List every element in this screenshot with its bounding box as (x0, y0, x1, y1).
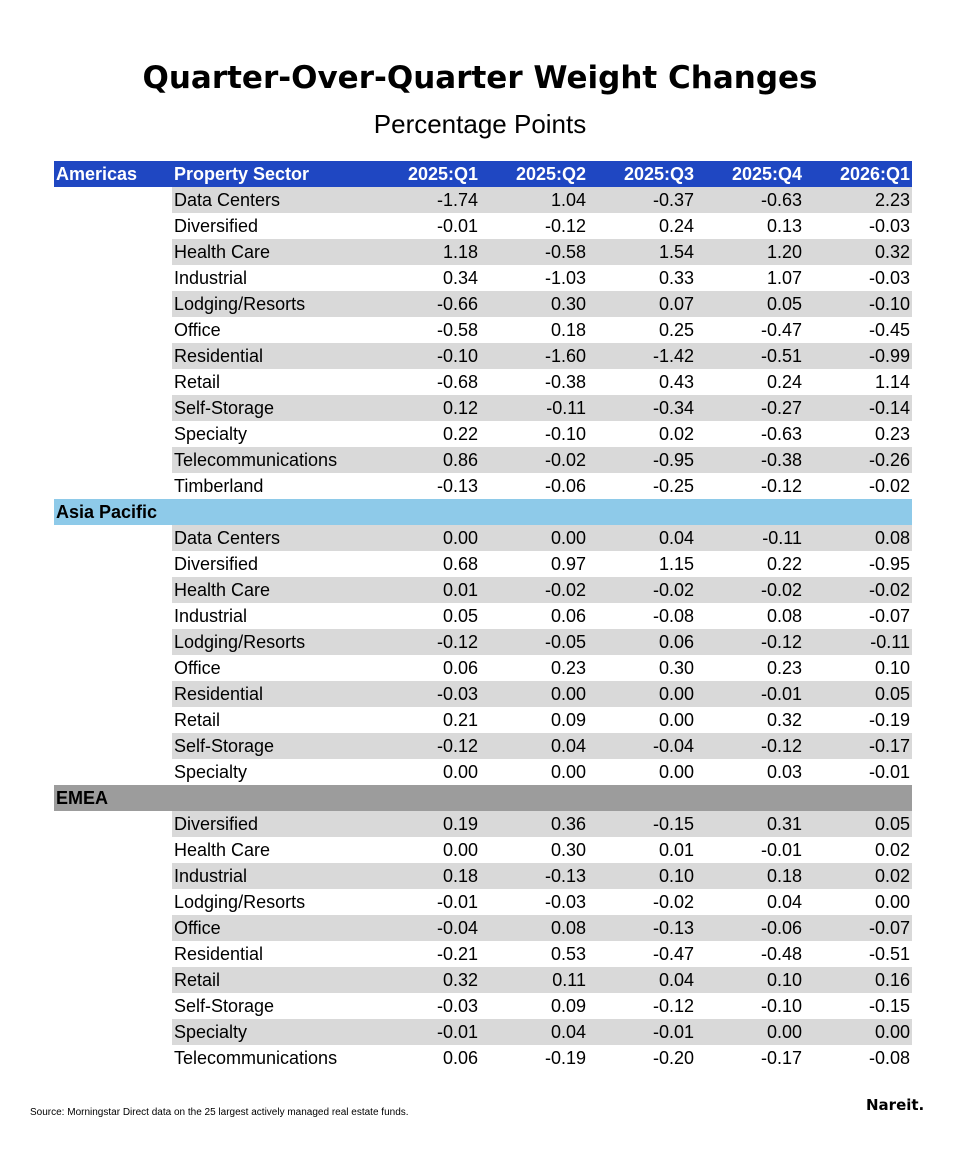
value-cell: 0.33 (658, 268, 694, 288)
sector-cell: Diversified (174, 216, 259, 236)
table-row (54, 941, 912, 967)
value-cell: 0.00 (480, 525, 588, 551)
value-cell: -1.74 (372, 187, 480, 213)
value-cell: -0.02 (652, 892, 694, 912)
value-cell: 0.23 (874, 424, 910, 444)
value-cell: 0.02 (658, 424, 694, 444)
sector-cell: Residential (172, 343, 372, 369)
value-cell: -0.01 (372, 1019, 480, 1045)
table-row (54, 343, 912, 369)
value-cell: 0.19 (372, 811, 480, 837)
region-spacer-cell (54, 369, 172, 395)
value-cell: -0.03 (868, 268, 910, 288)
sector-cell: Industrial (174, 606, 248, 626)
region-spacer-cell (54, 629, 172, 655)
value-cell: -0.02 (480, 447, 588, 473)
value-cell: -0.11 (804, 629, 912, 655)
value-cell: -0.12 (696, 733, 804, 759)
table-row (54, 629, 912, 655)
value-cell: 0.23 (550, 658, 586, 678)
value-cell: -0.10 (372, 343, 480, 369)
value-cell: -0.13 (436, 476, 478, 496)
sector-cell: Self-Storage (174, 996, 275, 1016)
value-cell: -0.01 (436, 892, 478, 912)
value-cell: -0.21 (436, 944, 478, 964)
value-cell: -0.02 (480, 577, 588, 603)
table-row (54, 1019, 912, 1045)
value-cell: 0.00 (696, 1019, 804, 1045)
value-cell: 0.24 (658, 216, 694, 236)
table-row (54, 551, 912, 577)
table-row (54, 525, 912, 551)
value-cell: 1.20 (696, 239, 804, 265)
region-spacer-cell (54, 811, 172, 837)
value-cell: -0.11 (696, 525, 804, 551)
value-cell: 0.04 (588, 525, 696, 551)
value-cell: 0.00 (550, 762, 586, 782)
region-spacer-cell (54, 863, 172, 889)
value-cell: 0.18 (696, 863, 804, 889)
value-cell: -0.08 (868, 1048, 910, 1068)
value-cell: 1.07 (766, 268, 802, 288)
value-cell: -0.04 (588, 733, 696, 759)
region-spacer-cell (54, 889, 172, 915)
value-cell: 2.23 (804, 187, 912, 213)
value-cell: -0.66 (372, 291, 480, 317)
column-header-sector: Property Sector (174, 164, 310, 184)
region-spacer-cell (54, 603, 172, 629)
value-cell: 0.02 (804, 863, 912, 889)
value-cell: -0.51 (696, 343, 804, 369)
region-spacer-cell (54, 525, 172, 551)
region-spacer-cell (54, 317, 172, 343)
region-spacer-cell (54, 655, 172, 681)
value-cell: -0.08 (652, 606, 694, 626)
value-cell: -0.20 (652, 1048, 694, 1068)
value-cell: -0.48 (760, 944, 802, 964)
value-cell: -0.15 (588, 811, 696, 837)
table-row (54, 837, 912, 863)
value-cell: -0.02 (588, 577, 696, 603)
value-cell: 0.05 (804, 681, 912, 707)
table-row (54, 655, 912, 681)
value-cell: -0.01 (588, 1019, 696, 1045)
value-cell: 0.09 (550, 996, 586, 1016)
value-cell: 1.14 (874, 372, 910, 392)
region-spacer-cell (54, 447, 172, 473)
value-cell: 0.00 (658, 762, 694, 782)
value-cell: 0.09 (550, 710, 586, 730)
sector-cell: Lodging/Resorts (174, 892, 306, 912)
region-spacer-cell (54, 343, 172, 369)
value-cell: 0.12 (372, 395, 480, 421)
chart-title: Quarter-Over-Quarter Weight Changes (142, 60, 818, 96)
value-cell: 0.18 (372, 863, 480, 889)
value-cell: 0.00 (874, 892, 910, 912)
sector-cell: Data Centers (172, 525, 372, 551)
value-cell: -0.19 (868, 710, 910, 730)
sector-cell: Telecommunications (172, 447, 372, 473)
value-cell: 0.68 (442, 554, 478, 574)
region-spacer-cell (54, 291, 172, 317)
sector-cell: Office (174, 320, 221, 340)
value-cell: 0.21 (442, 710, 478, 730)
table-row (54, 577, 912, 603)
value-cell: 0.06 (442, 1048, 478, 1068)
sector-cell: Retail (172, 967, 372, 993)
value-cell: 0.02 (874, 840, 910, 860)
value-cell: 0.05 (696, 291, 804, 317)
table-row (54, 967, 912, 993)
value-cell: 0.36 (480, 811, 588, 837)
value-cell: 0.32 (766, 710, 802, 730)
table-row (54, 369, 912, 395)
value-cell: 0.53 (550, 944, 586, 964)
sector-cell: Lodging/Resorts (172, 291, 372, 317)
sector-cell: Industrial (174, 268, 248, 288)
value-cell: -0.68 (436, 372, 478, 392)
value-cell: -0.12 (696, 629, 804, 655)
region-spacer-cell (54, 681, 172, 707)
value-cell: -0.12 (372, 629, 480, 655)
region-spacer-cell (54, 1045, 172, 1071)
value-cell: -0.25 (652, 476, 694, 496)
value-cell: -0.07 (868, 606, 910, 626)
column-header-2026-q1: 2026:Q1 (839, 164, 910, 184)
table-row (54, 213, 912, 239)
sector-cell: Residential (174, 944, 264, 964)
value-cell: 0.00 (480, 681, 588, 707)
value-cell: -0.04 (372, 915, 480, 941)
region-spacer-cell (54, 967, 172, 993)
region-spacer-cell (54, 1019, 172, 1045)
value-cell: 0.18 (550, 320, 586, 340)
value-cell: -0.26 (804, 447, 912, 473)
table-header-row (54, 161, 912, 187)
region-spacer-cell (54, 213, 172, 239)
weight-changes-table (54, 161, 912, 1071)
value-cell: -0.13 (480, 863, 588, 889)
table-row (54, 187, 912, 213)
table-row (54, 889, 912, 915)
value-cell: 0.00 (804, 1019, 912, 1045)
value-cell: 0.25 (658, 320, 694, 340)
region-spacer-cell (54, 265, 172, 291)
table-row (54, 395, 912, 421)
value-cell: -0.47 (760, 320, 802, 340)
region-label: EMEA (54, 785, 912, 811)
column-header-region: Americas (56, 164, 138, 184)
sector-cell: Health Care (172, 577, 372, 603)
value-cell: 0.01 (658, 840, 694, 860)
region-spacer-cell (54, 993, 172, 1019)
sector-cell: Specialty (172, 1019, 372, 1045)
value-cell: -1.03 (544, 268, 586, 288)
value-cell: -0.03 (544, 892, 586, 912)
sector-cell: Residential (172, 681, 372, 707)
value-cell: -0.07 (804, 915, 912, 941)
value-cell: -0.38 (696, 447, 804, 473)
region-spacer-cell (54, 837, 172, 863)
value-cell: -0.12 (760, 476, 802, 496)
region-spacer-cell (54, 551, 172, 577)
value-cell: 0.00 (442, 762, 478, 782)
value-cell: -0.45 (868, 320, 910, 340)
value-cell: 0.10 (874, 658, 910, 678)
value-cell: -0.14 (804, 395, 912, 421)
value-cell: 0.08 (766, 606, 802, 626)
value-cell: 0.00 (588, 681, 696, 707)
region-header-emea (54, 785, 912, 811)
value-cell: 0.00 (658, 710, 694, 730)
sector-cell: Telecommunications (174, 1048, 338, 1068)
value-cell: 1.15 (658, 554, 694, 574)
value-cell: -0.03 (868, 216, 910, 236)
value-cell: 0.06 (588, 629, 696, 655)
value-cell: 0.00 (372, 525, 480, 551)
region-spacer-cell (54, 421, 172, 447)
region-spacer-cell (54, 395, 172, 421)
region-label: Asia Pacific (54, 499, 912, 525)
value-cell: -0.02 (696, 577, 804, 603)
value-cell: -0.58 (480, 239, 588, 265)
column-header-2025-q2: 2025:Q2 (515, 164, 586, 184)
source-note: Source: Morningstar Direct data on the 25 largest actively managed real estate funds. (30, 1107, 409, 1118)
value-cell: -0.05 (480, 629, 588, 655)
value-cell: 0.23 (766, 658, 802, 678)
table-row (54, 733, 912, 759)
value-cell: 0.30 (550, 840, 586, 860)
value-cell: -0.12 (652, 996, 694, 1016)
region-spacer-cell (54, 759, 172, 785)
value-cell: -0.95 (868, 554, 910, 574)
region-header-asia-pacific (54, 499, 912, 525)
value-cell: -0.37 (588, 187, 696, 213)
table-row (54, 447, 912, 473)
table-row (54, 681, 912, 707)
table-row (54, 993, 912, 1019)
value-cell: -0.10 (544, 424, 586, 444)
column-header-2025-q3: 2025:Q3 (623, 164, 694, 184)
value-cell: -0.01 (760, 840, 802, 860)
sector-cell: Self-Storage (172, 395, 372, 421)
value-cell: -0.02 (868, 476, 910, 496)
table-row (54, 473, 912, 499)
value-cell: 0.05 (804, 811, 912, 837)
sector-cell: Diversified (172, 811, 372, 837)
value-cell: -0.19 (544, 1048, 586, 1068)
value-cell: 0.00 (442, 840, 478, 860)
value-cell: -0.17 (804, 733, 912, 759)
value-cell: 0.10 (696, 967, 804, 993)
value-cell: -0.03 (436, 996, 478, 1016)
value-cell: 0.04 (480, 1019, 588, 1045)
value-cell: -0.11 (480, 395, 588, 421)
value-cell: -0.06 (544, 476, 586, 496)
value-cell: -0.10 (760, 996, 802, 1016)
value-cell: 0.24 (766, 372, 802, 392)
value-cell: -0.27 (696, 395, 804, 421)
sector-cell: Retail (174, 710, 221, 730)
region-spacer-cell (54, 577, 172, 603)
table-row (54, 265, 912, 291)
sector-cell: Office (174, 658, 221, 678)
sector-cell: Retail (174, 372, 221, 392)
value-cell: 0.04 (766, 892, 802, 912)
column-header-2025-q1: 2025:Q1 (407, 164, 478, 184)
region-spacer-cell (54, 473, 172, 499)
sector-cell: Health Care (174, 840, 271, 860)
value-cell: -0.34 (588, 395, 696, 421)
value-cell: 0.30 (658, 658, 694, 678)
value-cell: 0.22 (442, 424, 478, 444)
value-cell: 0.13 (766, 216, 802, 236)
value-cell: 0.04 (480, 733, 588, 759)
region-spacer-cell (54, 941, 172, 967)
region-spacer-cell (54, 239, 172, 265)
value-cell: 1.18 (372, 239, 480, 265)
value-cell: 0.22 (766, 554, 802, 574)
value-cell: 0.08 (804, 525, 912, 551)
table-row (54, 239, 912, 265)
value-cell: -0.58 (436, 320, 478, 340)
table-row (54, 863, 912, 889)
value-cell: 0.06 (442, 658, 478, 678)
region-spacer-cell (54, 733, 172, 759)
value-cell: -0.01 (436, 216, 478, 236)
region-spacer-cell (54, 707, 172, 733)
value-cell: -1.42 (588, 343, 696, 369)
sector-cell: Office (172, 915, 372, 941)
value-cell: 1.54 (588, 239, 696, 265)
value-cell: 0.01 (372, 577, 480, 603)
sector-cell: Data Centers (172, 187, 372, 213)
value-cell: -0.17 (760, 1048, 802, 1068)
table-row (54, 317, 912, 343)
value-cell: -0.63 (696, 187, 804, 213)
value-cell: 0.05 (442, 606, 478, 626)
value-cell: -0.01 (868, 762, 910, 782)
sector-cell: Diversified (174, 554, 259, 574)
value-cell: 0.34 (442, 268, 478, 288)
value-cell: 0.32 (804, 239, 912, 265)
table-row (54, 811, 912, 837)
value-cell: 1.04 (480, 187, 588, 213)
sector-cell: Industrial (172, 863, 372, 889)
table-row (54, 1045, 912, 1071)
chart-subtitle: Percentage Points (373, 109, 587, 139)
value-cell: -0.06 (696, 915, 804, 941)
value-cell: 0.30 (480, 291, 588, 317)
value-cell: 0.10 (588, 863, 696, 889)
sector-cell: Specialty (174, 424, 248, 444)
value-cell: -1.60 (480, 343, 588, 369)
value-cell: -0.38 (544, 372, 586, 392)
value-cell: 0.16 (804, 967, 912, 993)
value-cell: 0.03 (766, 762, 802, 782)
sector-cell: Self-Storage (172, 733, 372, 759)
value-cell: -0.12 (544, 216, 586, 236)
value-cell: 0.08 (480, 915, 588, 941)
value-cell: -0.03 (372, 681, 480, 707)
value-cell: 0.31 (696, 811, 804, 837)
value-cell: 0.04 (588, 967, 696, 993)
value-cell: -0.51 (868, 944, 910, 964)
value-cell: 0.11 (480, 967, 588, 993)
value-cell: 0.43 (658, 372, 694, 392)
value-cell: -0.95 (588, 447, 696, 473)
sector-cell: Health Care (172, 239, 372, 265)
region-spacer-cell (54, 187, 172, 213)
table-row (54, 603, 912, 629)
sector-cell: Specialty (174, 762, 248, 782)
sector-cell: Lodging/Resorts (172, 629, 372, 655)
nareit-logo: Nareit. (866, 1096, 925, 1114)
value-cell: -0.13 (588, 915, 696, 941)
value-cell: 0.07 (588, 291, 696, 317)
value-cell: 0.97 (550, 554, 586, 574)
table-body (54, 187, 912, 1071)
sector-cell: Timberland (174, 476, 264, 496)
region-spacer-cell (54, 915, 172, 941)
value-cell: -0.12 (372, 733, 480, 759)
value-cell: -0.47 (652, 944, 694, 964)
value-cell: -0.15 (868, 996, 910, 1016)
value-cell: 0.32 (372, 967, 480, 993)
table-row (54, 421, 912, 447)
table-row (54, 915, 912, 941)
value-cell: 0.06 (550, 606, 586, 626)
table-row (54, 707, 912, 733)
column-header-2025-q4: 2025:Q4 (731, 164, 802, 184)
value-cell: -0.99 (804, 343, 912, 369)
table-row (54, 759, 912, 785)
table-row (54, 291, 912, 317)
value-cell: 0.86 (372, 447, 480, 473)
value-cell: -0.63 (760, 424, 802, 444)
value-cell: -0.10 (804, 291, 912, 317)
value-cell: -0.02 (804, 577, 912, 603)
value-cell: -0.01 (696, 681, 804, 707)
